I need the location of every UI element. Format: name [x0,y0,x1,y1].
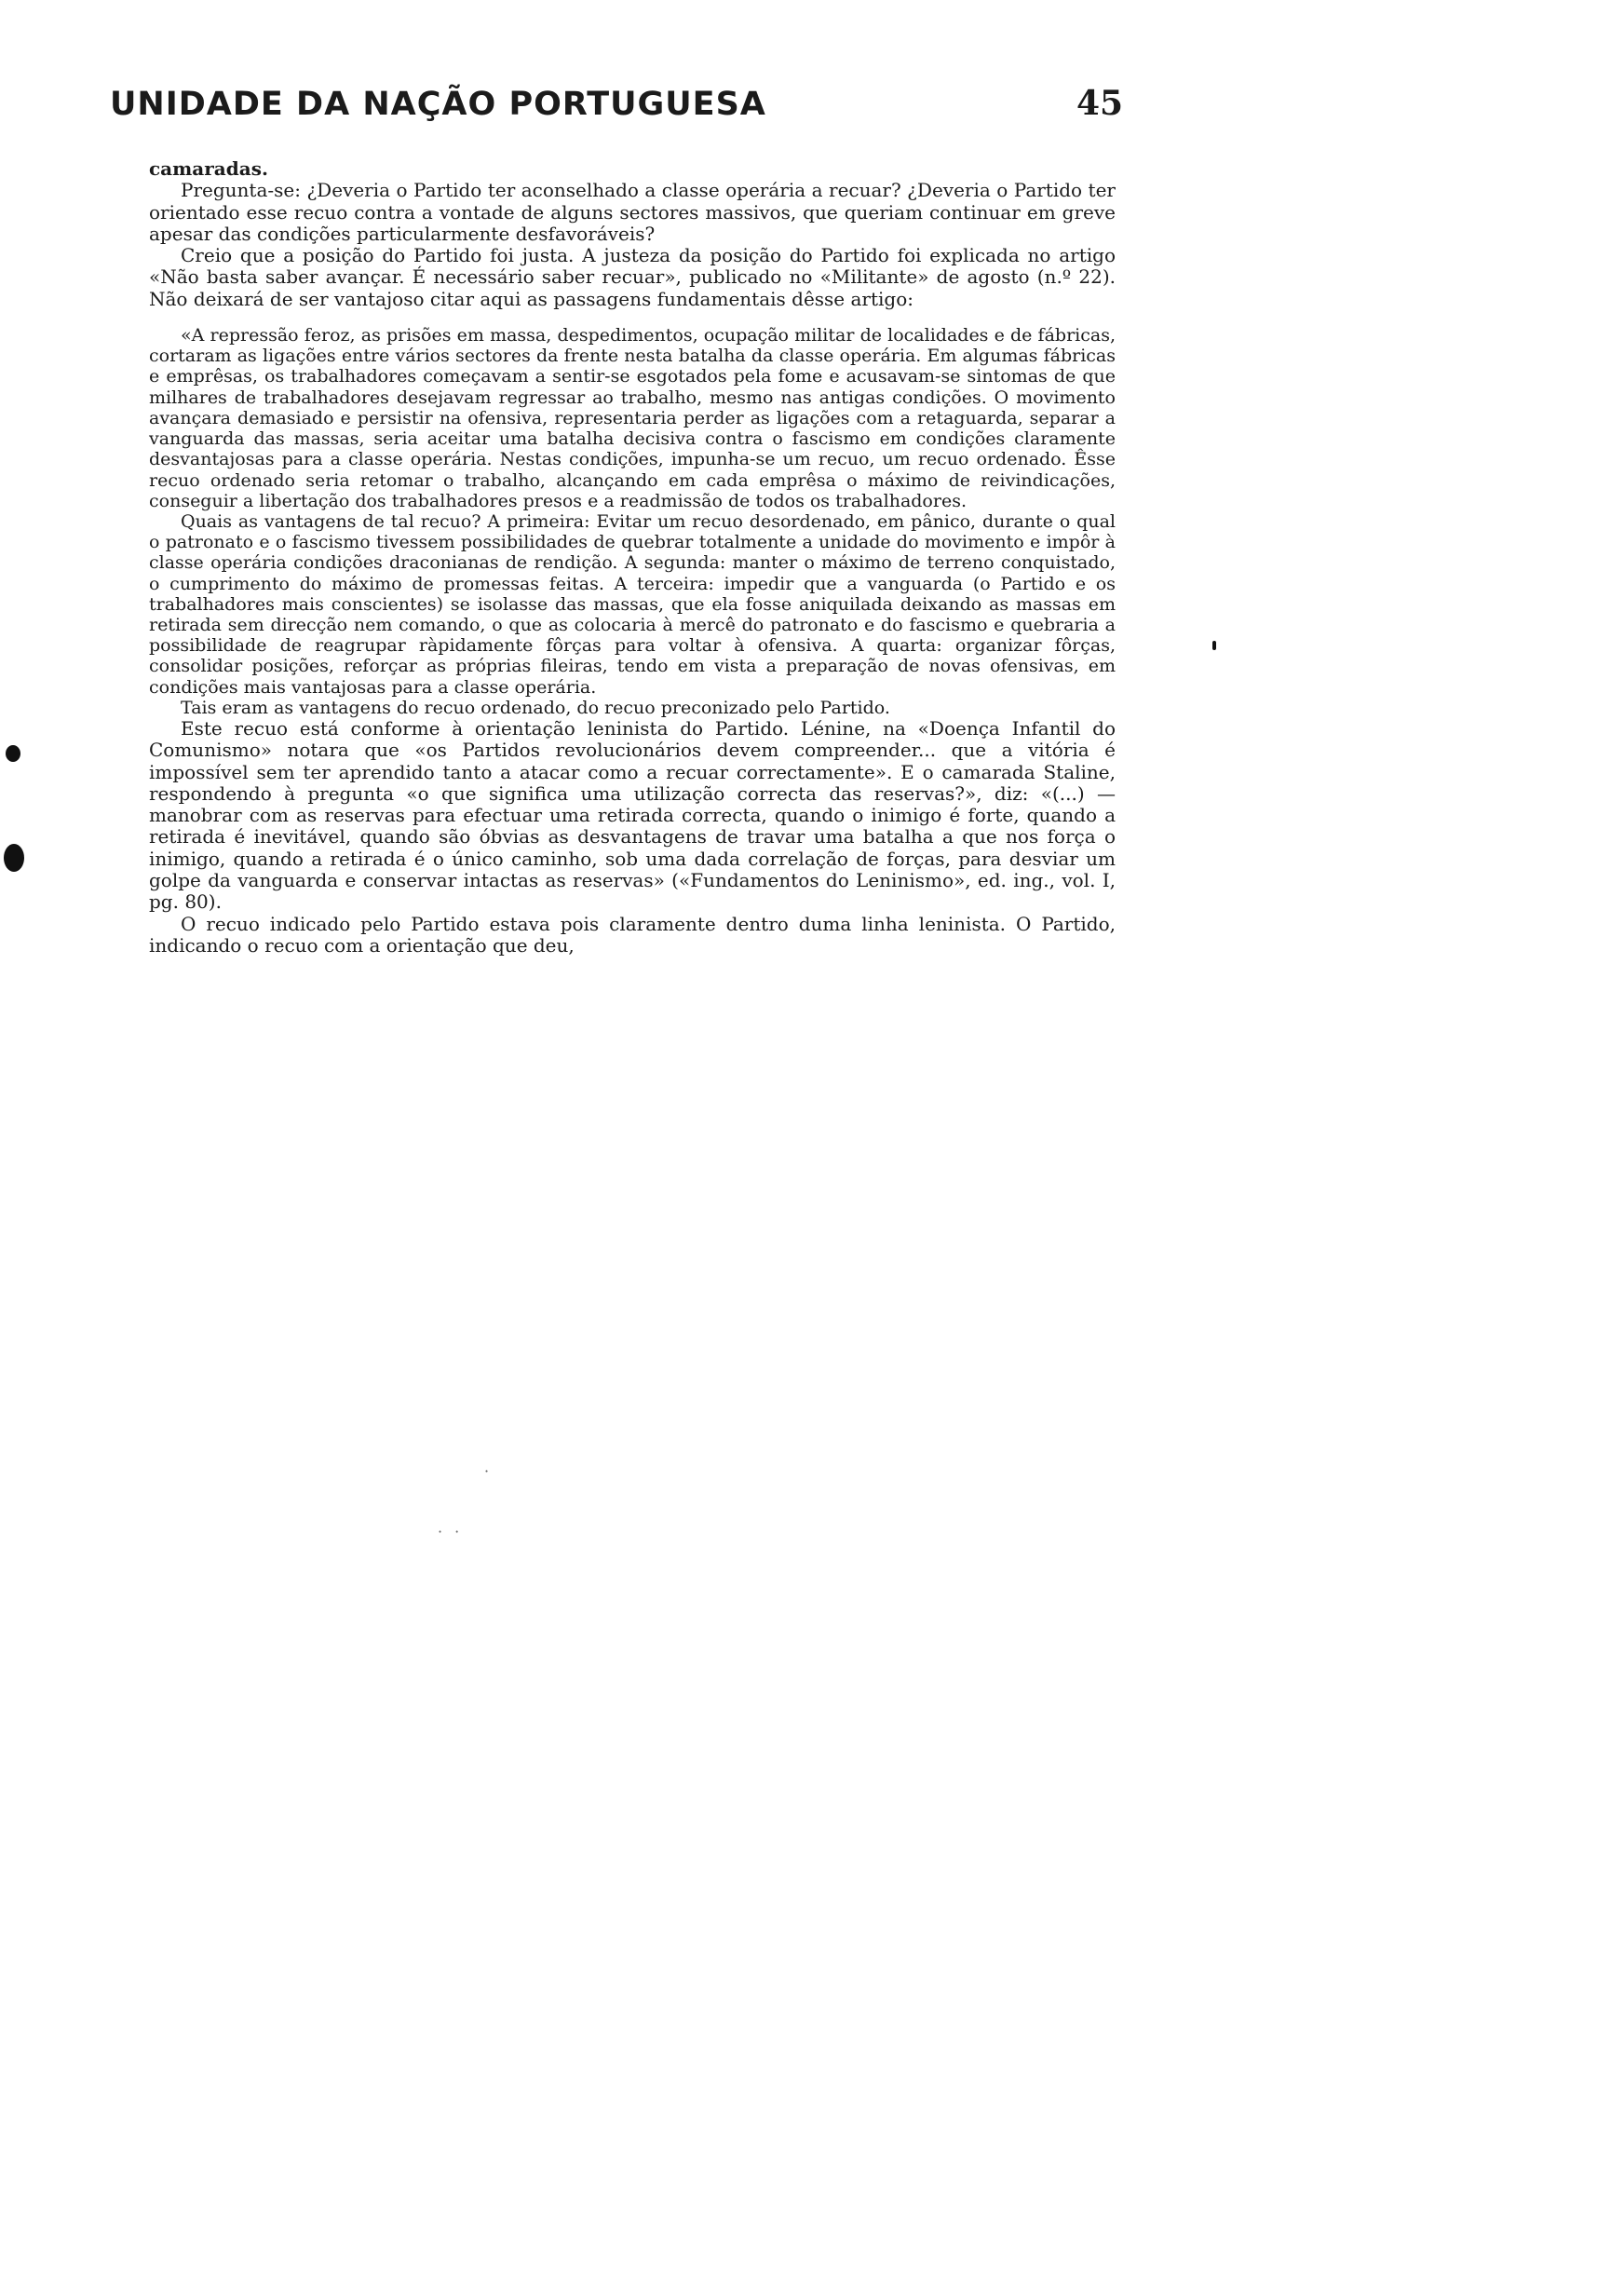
paragraph-leninist-orientation: Este recuo está conforme à orientação leninista do Partido. Lénine, na «Doença Infantil do Comunismo» notara que «os Partidos revolucionários devem compreender... que a vitória é impossível sem ter aprendido tanto a atacar como a recuar correctamente». E o camarada Staline, respondendo à pregunta «o que significa uma utilização correcta das reservas?», diz: «(...) — manobrar com as reservas para efectuar uma retirada correcta, quando o inimigo é forte, quando a retirada é inevitável, quando são óbvias as desvantagens de travar uma batalha a que nos força o inimigo, quando a retirada é o único caminho, sob uma dada correlação de forças, para desviar um golpe da vanguarda e conservar intactas as reservas» («Fundamentos do Leninismo», ed. ing., vol. I, pg. 80). [149,716,1116,914]
page-number: 45 [1076,84,1124,123]
quote-paragraph: Tais eram as vantagens do recuo ordenado, do recuo preconizado pelo Partido. [181,697,890,718]
quote-paragraph: «A repressão feroz, as prisões em massa, despedimentos, ocupação militar de localidades e de fábricas, cortaram as ligações entre vários sectores da frente nesta batalha da classe operária. Em algumas fábricas e emprêsas, os trabalhadores começavam a sentir-se esgotados pela fome e acusavam-se sintomas de que milhares de trabalhadores desejavam regressar ao trabalho, mesmo nas antigas condições. O movimento avançara demasiado e persistir na ofensiva, representaria perder as ligações com a retaguarda, separar a vanguarda das massas, seria aceitar uma batalha decisiva contra o fascismo em condições claramente desvantajosas para a classe operária. Nestas condições, impunha-se um recuo, um recuo ordenado. Êsse recuo ordenado seria retomar o trabalho, alcançando em cada emprêsa o máximo de reivindicações, conseguir a libertação dos trabalhadores presos e a readmissão de todos os trabalhadores. [149,325,1116,511]
paragraph-closing: O recuo indicado pelo Partido estava pois claramente dentro duma linha leninista. O Partido, indicando o recuo com a orientação que deu, [149,912,1116,957]
paragraph-position: Creio que a posição do Partido foi justa. A justeza da posição do Partido foi explicada no artigo «Não basta saber avançar. É necessário saber recuar», publicado no «Militante» de agosto (n.º 22). Não deixará de ser vantajoso citar aqui as passagens fundamentais dêsse artigo: [149,244,1116,310]
paragraph-opening: camaradas. [149,157,268,180]
ink-speck [1212,641,1216,650]
scan-smudge: · [484,1462,494,1480]
ink-blot [6,745,20,762]
quote-block [149,325,1116,718]
section-spacer [149,310,1116,325]
body-column [149,158,1116,957]
paragraph-question: Pregunta-se: ¿Deveria o Partido ter aconselhado a classe operária a recuar? ¿Deveria o Partido ter orientado esse recuo contra a vontade de alguns sectores massivos, que queriam continuar em greve apesar das condições particularmente desfavoráveis? [149,179,1116,245]
quote-paragraph: Quais as vantagens de tal recuo? A primeira: Evitar um recuo desordenado, em pânico, durante o qual o patronato e o fascismo tivessem possibilidades de quebrar totalmente a unidade do movimento e impôr à classe operária condições draconianas de rendição. A segunda: manter o máximo de terreno conquistado, o cumprimento do máximo de promessas feitas. A terceira: impedir que a vanguarda (o Partido e os trabalhadores mais conscientes) se isolasse das massas, que ela fosse aniquilada deixando as massas em retirada sem direcção nem comando, o que as colocaria à mercê do patronato e do fascismo e quebraria a possibilidade de reagrupar ràpidamente fôrças para voltar à ofensiva. A quarta: organizar fôrças, consolidar posições, reforçar as próprias fileiras, tendo em vista a preparação de novas ofensivas, em condições mais vantajosas para a classe operária. [149,510,1116,698]
scan-smudge: · · [438,1523,464,1541]
running-title: UNIDADE DA NAÇÃO PORTUGUESA [110,86,766,123]
ink-blot [4,844,24,872]
